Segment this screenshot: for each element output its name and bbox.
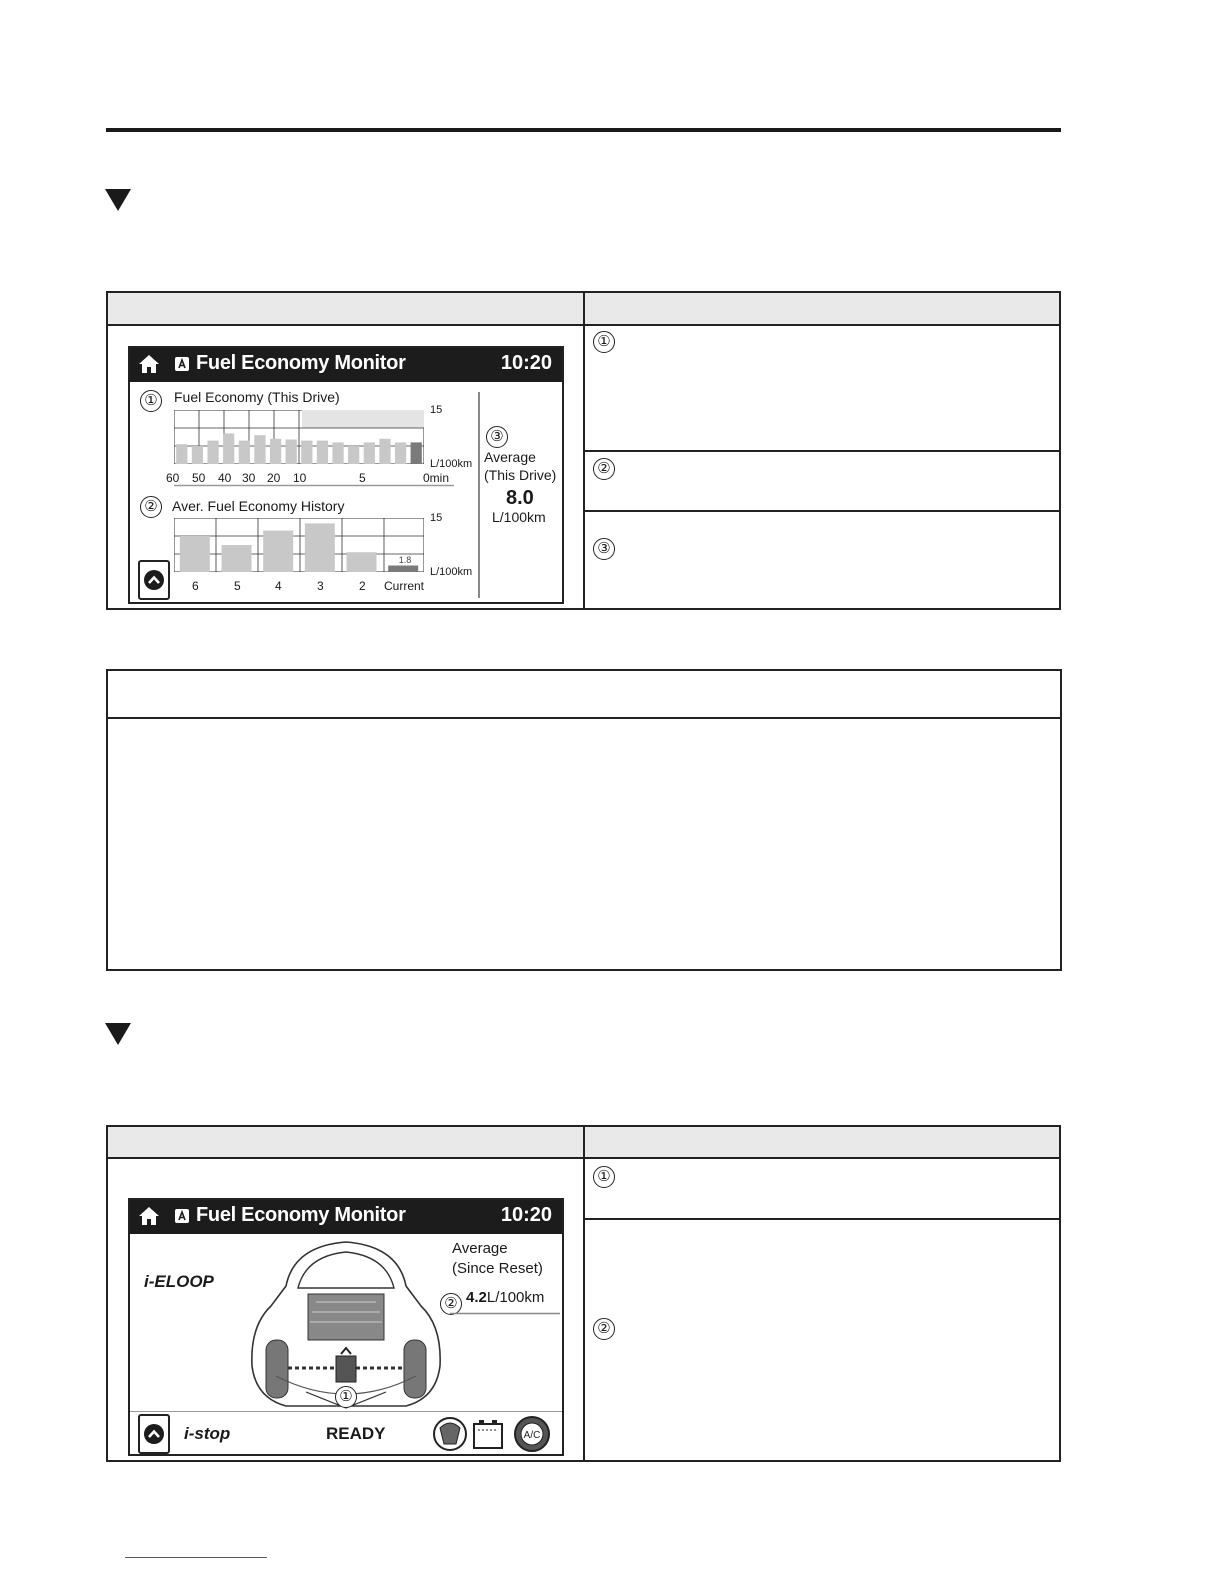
chart-bar: [263, 531, 293, 572]
graph1-unit-label: L/100km: [430, 458, 473, 470]
chart-bar: [207, 441, 218, 464]
chart-bar: [270, 439, 281, 464]
i-eloop-label: i-ELOOP: [144, 1272, 214, 1291]
graph1-label: Fuel Economy (This Drive): [174, 389, 340, 405]
average-label: Average: [452, 1240, 508, 1257]
average-value: 4.2: [466, 1289, 487, 1306]
x-tick-label: 30: [242, 471, 256, 485]
graph-separator: [174, 484, 454, 487]
chart-frame: [174, 518, 424, 572]
home-icon: [138, 1206, 160, 1226]
screen-marker-3: ③: [486, 426, 508, 448]
screen-marker-1: ①: [335, 1386, 357, 1408]
note-box-divider: [108, 717, 1060, 719]
table-marker-2: ②: [593, 458, 615, 480]
i-eloop-monitor-screen: [128, 1198, 564, 1456]
chart-bar: [364, 442, 375, 464]
x-tick-label: 6: [192, 579, 199, 593]
chart-bar: [332, 442, 343, 464]
back-up-button[interactable]: [138, 560, 170, 600]
x-tick-label: 20: [267, 471, 281, 485]
chart-bar: [348, 446, 359, 464]
section-marker-triangle: [105, 189, 131, 211]
table-marker-1: ①: [593, 1166, 615, 1188]
app-icon: [174, 1208, 190, 1224]
i-stop-label: i-stop: [184, 1424, 231, 1443]
screen-marker-2: ②: [140, 496, 162, 518]
chart-bar: [239, 441, 250, 464]
status-bar-divider: [130, 1410, 564, 1413]
average-sublabel: (This Drive): [484, 467, 557, 483]
chart-bar: [395, 442, 406, 464]
chart-bar: [347, 552, 377, 572]
screen-header-bar: [130, 1200, 562, 1234]
x-tick-label: 50: [192, 471, 206, 485]
fuel-economy-this-drive-chart: [174, 410, 424, 464]
graph2-label: Aver. Fuel Economy History: [172, 498, 345, 514]
fuel-economy-monitor-screen: [128, 346, 564, 604]
chevron-up-icon: [140, 562, 168, 598]
screen-clock: 10:20: [500, 352, 552, 374]
screen-title: Fuel Economy Monitor: [196, 352, 406, 374]
average-label: Average: [484, 449, 536, 465]
x-tick-label: 60: [166, 471, 180, 485]
ready-status: READY: [326, 1424, 386, 1443]
chevron-up-icon: [140, 1416, 168, 1452]
back-up-button[interactable]: [138, 1414, 170, 1454]
home-icon: [138, 354, 160, 374]
graph2-unit-label: L/100km: [430, 566, 473, 578]
fuel-economy-table: [106, 291, 1061, 610]
chart-bar: [192, 446, 203, 464]
table-marker-2: ②: [593, 1318, 615, 1340]
chart-bar: [388, 566, 418, 572]
screen-title: Fuel Economy Monitor: [196, 1204, 406, 1226]
x-tick-label: 10: [293, 471, 307, 485]
screen-header-bar: [130, 348, 562, 382]
x-tick-label: 5: [234, 579, 241, 593]
average-unit: L/100km: [486, 1289, 545, 1306]
current-value-label: 1.8: [398, 555, 412, 565]
footer-link-underline[interactable]: [125, 1557, 267, 1558]
chart-bar: [317, 441, 328, 464]
x-tick-label: Current: [384, 579, 425, 593]
top-rule: [106, 128, 1061, 132]
chart-bar: [411, 442, 422, 464]
chart-bar: [286, 440, 297, 464]
x-tick-label: 4: [275, 579, 282, 593]
x-tick-label: 40: [218, 471, 232, 485]
average-unit: L/100km: [492, 509, 546, 525]
chart-bar: [254, 435, 265, 464]
screen-marker-1: ①: [140, 390, 162, 412]
chart-bar: [305, 523, 335, 572]
average-sublabel: (Since Reset): [452, 1260, 543, 1277]
note-box: [106, 669, 1062, 971]
x-tick-label: 3: [317, 579, 324, 593]
panel-divider: [476, 392, 482, 598]
chart-bar: [379, 439, 390, 464]
average-underline: [450, 1312, 560, 1315]
row-divider: [583, 510, 1059, 512]
battery-icon: [470, 1414, 506, 1454]
chart-bar: [301, 441, 312, 464]
screen-clock: 10:20: [500, 1204, 552, 1226]
screen-marker-2: ②: [440, 1293, 462, 1315]
x-tick-label: 5: [359, 471, 366, 485]
average-reading: [466, 1289, 544, 1306]
row-divider: [583, 450, 1059, 452]
chart-bar: [176, 444, 187, 464]
x-tick-label: 2: [359, 579, 366, 593]
row-divider: [583, 1218, 1059, 1220]
chart-shade: [302, 410, 424, 428]
graph1-ymax-label: 15: [430, 404, 443, 416]
column-divider: [583, 1127, 585, 1460]
chart-bar: [222, 545, 252, 572]
x-tick-label: 0min: [423, 471, 450, 485]
average-value: 8.0: [506, 487, 534, 509]
steering-icon: [432, 1414, 468, 1454]
graph2-ymax-label: 15: [430, 512, 443, 524]
chart-bar: [180, 536, 210, 572]
app-icon: [174, 356, 190, 372]
chart-bar: [223, 433, 234, 464]
table-marker-3: ③: [593, 538, 615, 560]
table-marker-1: ①: [593, 331, 615, 353]
section-marker-triangle: [105, 1023, 131, 1045]
ac-icon: [512, 1414, 552, 1454]
svg-text:A/C: A/C: [523, 1430, 541, 1441]
i-eloop-table: [106, 1125, 1061, 1462]
average-fuel-economy-history-chart: [174, 518, 424, 572]
